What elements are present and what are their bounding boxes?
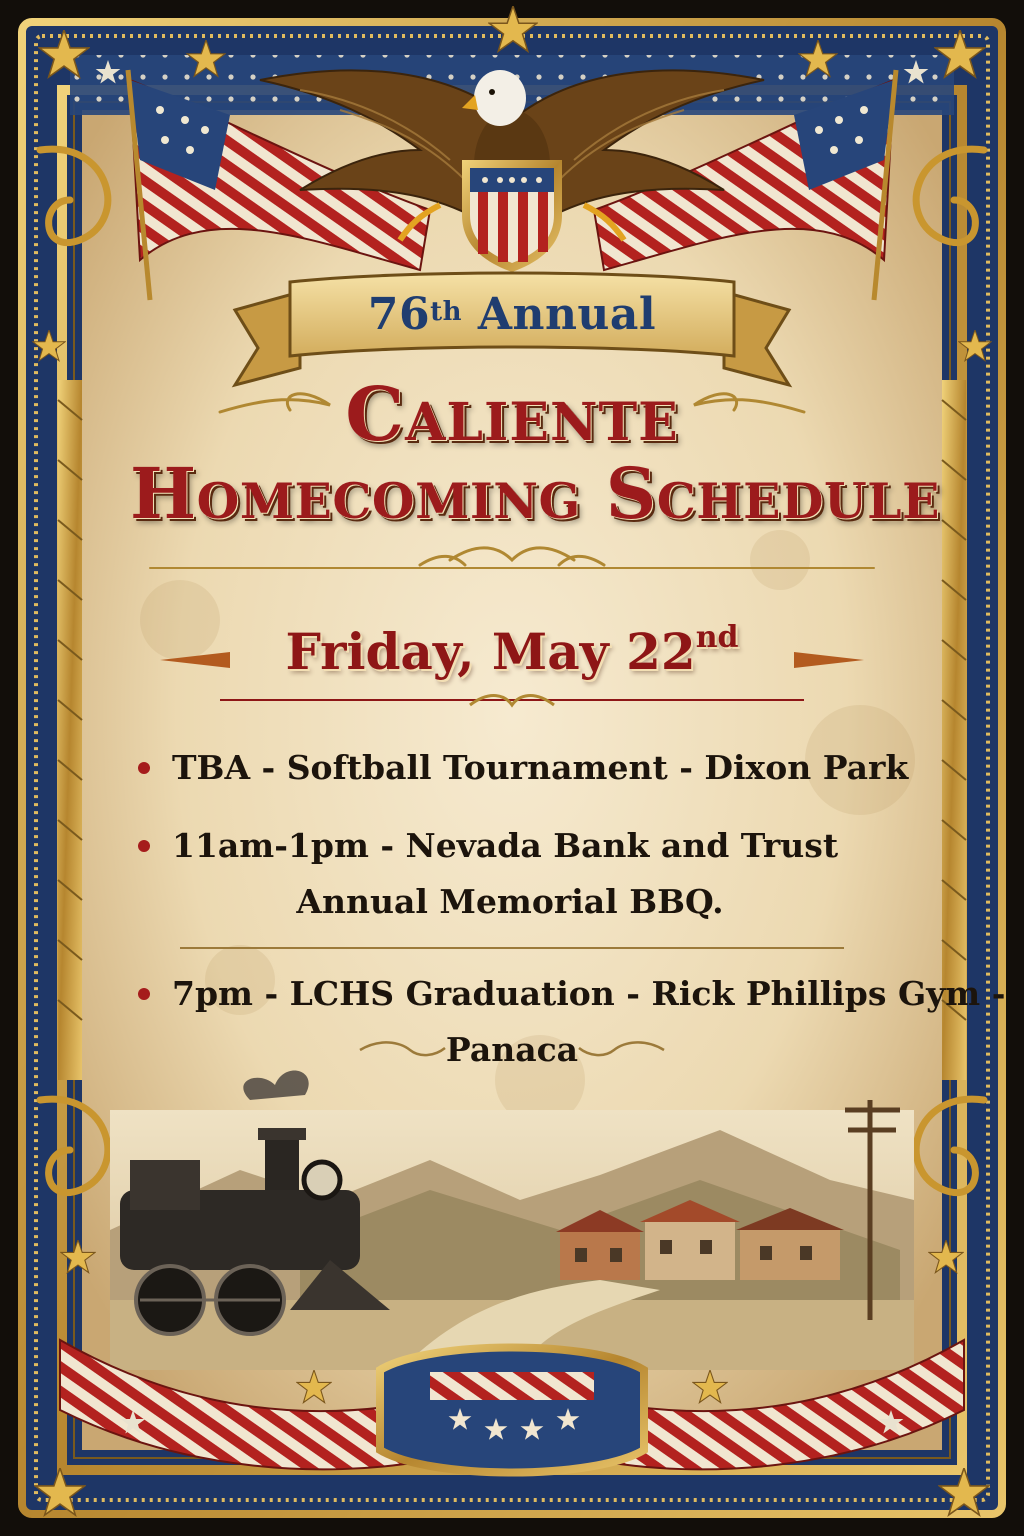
event-date-main: Friday, May 22 xyxy=(285,622,696,681)
event-text-continued: Annual Memorial BBQ. xyxy=(296,882,724,921)
banner-annual xyxy=(312,282,712,346)
banner-word: Annual xyxy=(477,288,657,340)
banner-ordinal-suffix: th xyxy=(430,297,462,327)
bullet-icon xyxy=(138,762,150,774)
event-text-continued: Panaca xyxy=(445,1030,579,1069)
page-title-line-2: Homecoming Schedule xyxy=(130,452,940,535)
list-item xyxy=(138,748,908,787)
event-text: TBA - Softball Tournament - Dixon Park xyxy=(172,748,909,787)
event-text: 11am-1pm - Nevada Bank and Trust xyxy=(172,826,839,865)
event-date xyxy=(232,622,792,681)
bullet-icon xyxy=(138,840,150,852)
list-item xyxy=(138,826,838,865)
left-column xyxy=(58,380,82,1080)
list-item xyxy=(138,974,1005,1013)
event-date-suffix: nd xyxy=(695,620,739,656)
banner-ordinal: 76 xyxy=(367,288,431,340)
event-text: 7pm - LCHS Graduation - Rick Phillips Gym - xyxy=(172,974,1006,1013)
page-title-line-1: Caliente xyxy=(345,372,679,458)
bullet-icon xyxy=(138,988,150,1000)
western-scene xyxy=(110,1071,914,1370)
